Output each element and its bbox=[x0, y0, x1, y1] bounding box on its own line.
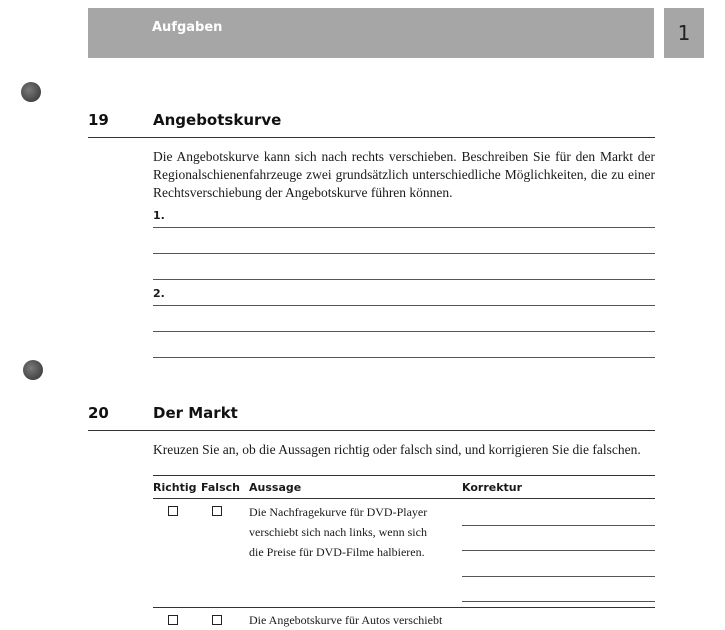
task-19-title: Angebotskurve bbox=[153, 111, 282, 129]
chapter-number: 1 bbox=[664, 8, 704, 58]
header-title: Aufgaben bbox=[152, 20, 223, 35]
task-19-rule bbox=[88, 137, 655, 138]
header-korrektur: Korrektur bbox=[462, 481, 523, 494]
correction-line[interactable] bbox=[462, 601, 655, 602]
answer-line[interactable] bbox=[153, 279, 655, 280]
statement-line: Die Angebotskurve für Autos verschiebt bbox=[249, 613, 443, 627]
statement-row-1 bbox=[249, 502, 427, 562]
task-20-number: 20 bbox=[88, 404, 109, 422]
header-aussage: Aussage bbox=[249, 481, 302, 494]
checkbox-richtig-row-1[interactable] bbox=[168, 506, 178, 516]
header-richtig: Richtig bbox=[153, 481, 197, 494]
punch-hole-bottom bbox=[23, 360, 43, 380]
answer-label-1: 1. bbox=[153, 209, 165, 222]
task-20-rule bbox=[88, 430, 655, 431]
table-top-rule bbox=[153, 475, 655, 476]
row-divider bbox=[153, 607, 655, 608]
checkbox-richtig-row-2[interactable] bbox=[168, 615, 178, 625]
punch-hole-top bbox=[21, 82, 41, 102]
answer-line[interactable] bbox=[153, 227, 655, 228]
checkbox-falsch-row-2[interactable] bbox=[212, 615, 222, 625]
task-19-text: Die Angebotskurve kann sich nach rechts verschieben. Beschreiben Sie für den Markt der Regionalschienenfahrzeuge zwei grundsätzlich unterschiedliche Möglichkeiten, die zu einer Rechtsverschiebung der Angebotskurve führen können. bbox=[153, 149, 655, 200]
task-20-instruction: Kreuzen Sie an, ob die Aussagen richtig oder falsch sind, und korrigieren Sie die falschen. bbox=[153, 442, 641, 457]
correction-line[interactable] bbox=[462, 550, 655, 551]
answer-line[interactable] bbox=[153, 331, 655, 332]
correction-line[interactable] bbox=[462, 576, 655, 577]
answer-line[interactable] bbox=[153, 305, 655, 306]
statement-line: Die Nachfragekurve für DVD-Player bbox=[249, 505, 428, 519]
task-20-title: Der Markt bbox=[153, 404, 238, 422]
checkbox-falsch-row-1[interactable] bbox=[212, 506, 222, 516]
table-header-rule bbox=[153, 498, 655, 499]
statement-line: die Preise für DVD-Filme halbieren. bbox=[249, 545, 425, 559]
answer-label-2: 2. bbox=[153, 287, 165, 300]
correction-line[interactable] bbox=[462, 525, 655, 526]
statement-line: verschiebt sich nach links, wenn sich bbox=[249, 525, 427, 539]
answer-line[interactable] bbox=[153, 253, 655, 254]
task-19-number: 19 bbox=[88, 111, 109, 129]
answer-line[interactable] bbox=[153, 357, 655, 358]
statement-row-2 bbox=[249, 610, 442, 630]
header-falsch: Falsch bbox=[201, 481, 240, 494]
